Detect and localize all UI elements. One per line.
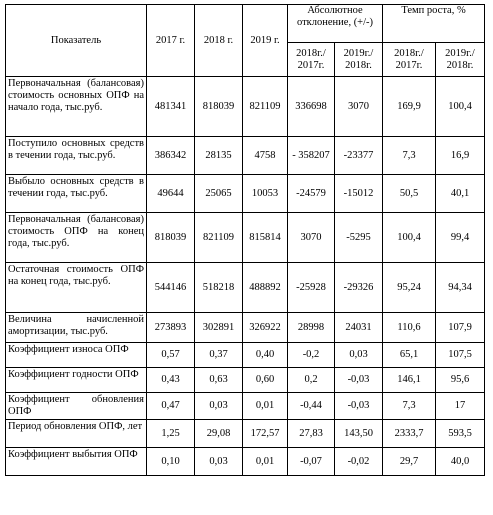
cell-v2019: 326922 [243, 313, 288, 343]
cell-gr2: 99,4 [436, 213, 485, 263]
cell-gr2: 100,4 [436, 77, 485, 137]
cell-v2018: 29,08 [195, 420, 243, 448]
cell-abs2: -23377 [335, 137, 383, 175]
row-label: Величина начисленной амортизации, тыс.руб. [6, 313, 147, 343]
cell-v2019: 0,01 [243, 393, 288, 420]
cell-abs2: -0,03 [335, 368, 383, 393]
subheader-abs-2018-2017: 2018г./ 2017г. [288, 43, 335, 77]
cell-abs1: -24579 [288, 175, 335, 213]
cell-v2019: 821109 [243, 77, 288, 137]
cell-gr1: 7,3 [383, 393, 436, 420]
cell-v2018: 302891 [195, 313, 243, 343]
cell-v2017: 818039 [147, 213, 195, 263]
row-label: Период обновления ОПФ, лет [6, 420, 147, 448]
header-2019: 2019 г. [243, 5, 288, 77]
cell-v2017: 0,10 [147, 448, 195, 476]
cell-v2019: 0,60 [243, 368, 288, 393]
cell-abs1: 27,83 [288, 420, 335, 448]
cell-gr2: 95,6 [436, 368, 485, 393]
table-row [6, 448, 485, 476]
cell-v2017: 544146 [147, 263, 195, 313]
table-row [6, 313, 485, 343]
table-row [6, 263, 485, 313]
table-row [6, 393, 485, 420]
cell-abs2: -29326 [335, 263, 383, 313]
cell-abs1: -0,2 [288, 343, 335, 368]
cell-v2017: 49644 [147, 175, 195, 213]
row-label: Коэффициент износа ОПФ [6, 343, 147, 368]
row-label: Коэффициент обновления ОПФ [6, 393, 147, 420]
cell-v2019: 0,40 [243, 343, 288, 368]
cell-abs1: - 358207 [288, 137, 335, 175]
cell-v2017: 481341 [147, 77, 195, 137]
table-body [6, 77, 485, 476]
table-row [6, 137, 485, 175]
cell-abs1: -0,07 [288, 448, 335, 476]
cell-abs2: -0,02 [335, 448, 383, 476]
row-label: Остаточная стоимость ОПФ на конец года, тыс.руб. [6, 263, 147, 313]
table-row [6, 343, 485, 368]
cell-v2019: 815814 [243, 213, 288, 263]
table-row [6, 175, 485, 213]
header-indicator: Показатель [6, 5, 147, 77]
cell-abs1: -25928 [288, 263, 335, 313]
fixed-assets-table [5, 4, 485, 476]
cell-gr2: 17 [436, 393, 485, 420]
cell-gr1: 146,1 [383, 368, 436, 393]
cell-abs2: 24031 [335, 313, 383, 343]
cell-v2018: 821109 [195, 213, 243, 263]
cell-abs2: -5295 [335, 213, 383, 263]
cell-abs1: 3070 [288, 213, 335, 263]
cell-v2017: 273893 [147, 313, 195, 343]
cell-abs2: -15012 [335, 175, 383, 213]
row-label: Коэффициент выбытия ОПФ [6, 448, 147, 476]
cell-gr1: 7,3 [383, 137, 436, 175]
cell-v2017: 0,43 [147, 368, 195, 393]
table-row [6, 368, 485, 393]
cell-gr1: 110,6 [383, 313, 436, 343]
row-label: Выбыло основных средств в течении года, тыс.руб. [6, 175, 147, 213]
cell-abs1: 336698 [288, 77, 335, 137]
cell-v2017: 386342 [147, 137, 195, 175]
cell-gr2: 593,5 [436, 420, 485, 448]
cell-gr1: 65,1 [383, 343, 436, 368]
cell-gr1: 2333,7 [383, 420, 436, 448]
cell-abs1: 28998 [288, 313, 335, 343]
table-row [6, 77, 485, 137]
header-absolute-deviation: Абсолютное отклонение, (+/-) [288, 5, 383, 43]
cell-v2018: 28135 [195, 137, 243, 175]
row-label: Поступило основных средств в течении года, тыс.руб. [6, 137, 147, 175]
header-2017: 2017 г. [147, 5, 195, 77]
cell-abs2: 0,03 [335, 343, 383, 368]
cell-gr2: 16,9 [436, 137, 485, 175]
cell-v2019: 4758 [243, 137, 288, 175]
cell-gr1: 50,5 [383, 175, 436, 213]
cell-gr2: 107,9 [436, 313, 485, 343]
cell-gr1: 95,24 [383, 263, 436, 313]
cell-v2018: 0,63 [195, 368, 243, 393]
cell-abs2: -0,03 [335, 393, 383, 420]
cell-abs1: 0,2 [288, 368, 335, 393]
cell-gr1: 169,9 [383, 77, 436, 137]
row-label: Первоначальная (балансовая) стоимость ОПФ на конец года, тыс.руб. [6, 213, 147, 263]
cell-gr2: 94,34 [436, 263, 485, 313]
cell-gr2: 40,0 [436, 448, 485, 476]
cell-v2017: 1,25 [147, 420, 195, 448]
row-label: Первоначальная (балансовая) стоимость основных ОПФ на начало года, тыс.руб. [6, 77, 147, 137]
cell-v2017: 0,47 [147, 393, 195, 420]
subheader-growth-2018-2017: 2018г./ 2017г. [383, 43, 436, 77]
cell-gr2: 40,1 [436, 175, 485, 213]
cell-v2019: 0,01 [243, 448, 288, 476]
header-growth-rate: Темп роста, % [383, 5, 485, 43]
cell-v2018: 518218 [195, 263, 243, 313]
cell-gr1: 100,4 [383, 213, 436, 263]
cell-gr2: 107,5 [436, 343, 485, 368]
cell-abs1: -0,44 [288, 393, 335, 420]
cell-v2018: 0,03 [195, 448, 243, 476]
header-2018: 2018 г. [195, 5, 243, 77]
cell-v2018: 818039 [195, 77, 243, 137]
cell-v2018: 0,37 [195, 343, 243, 368]
cell-v2019: 10053 [243, 175, 288, 213]
cell-v2018: 25065 [195, 175, 243, 213]
cell-abs2: 3070 [335, 77, 383, 137]
table-row [6, 420, 485, 448]
document-page [5, 4, 485, 476]
cell-v2017: 0,57 [147, 343, 195, 368]
subheader-growth-2019-2018: 2019г./ 2018г. [436, 43, 485, 77]
subheader-abs-2019-2018: 2019г./ 2018г. [335, 43, 383, 77]
cell-v2018: 0,03 [195, 393, 243, 420]
row-label: Коэффициент годности ОПФ [6, 368, 147, 393]
cell-v2019: 488892 [243, 263, 288, 313]
cell-v2019: 172,57 [243, 420, 288, 448]
cell-gr1: 29,7 [383, 448, 436, 476]
table-row [6, 213, 485, 263]
cell-abs2: 143,50 [335, 420, 383, 448]
